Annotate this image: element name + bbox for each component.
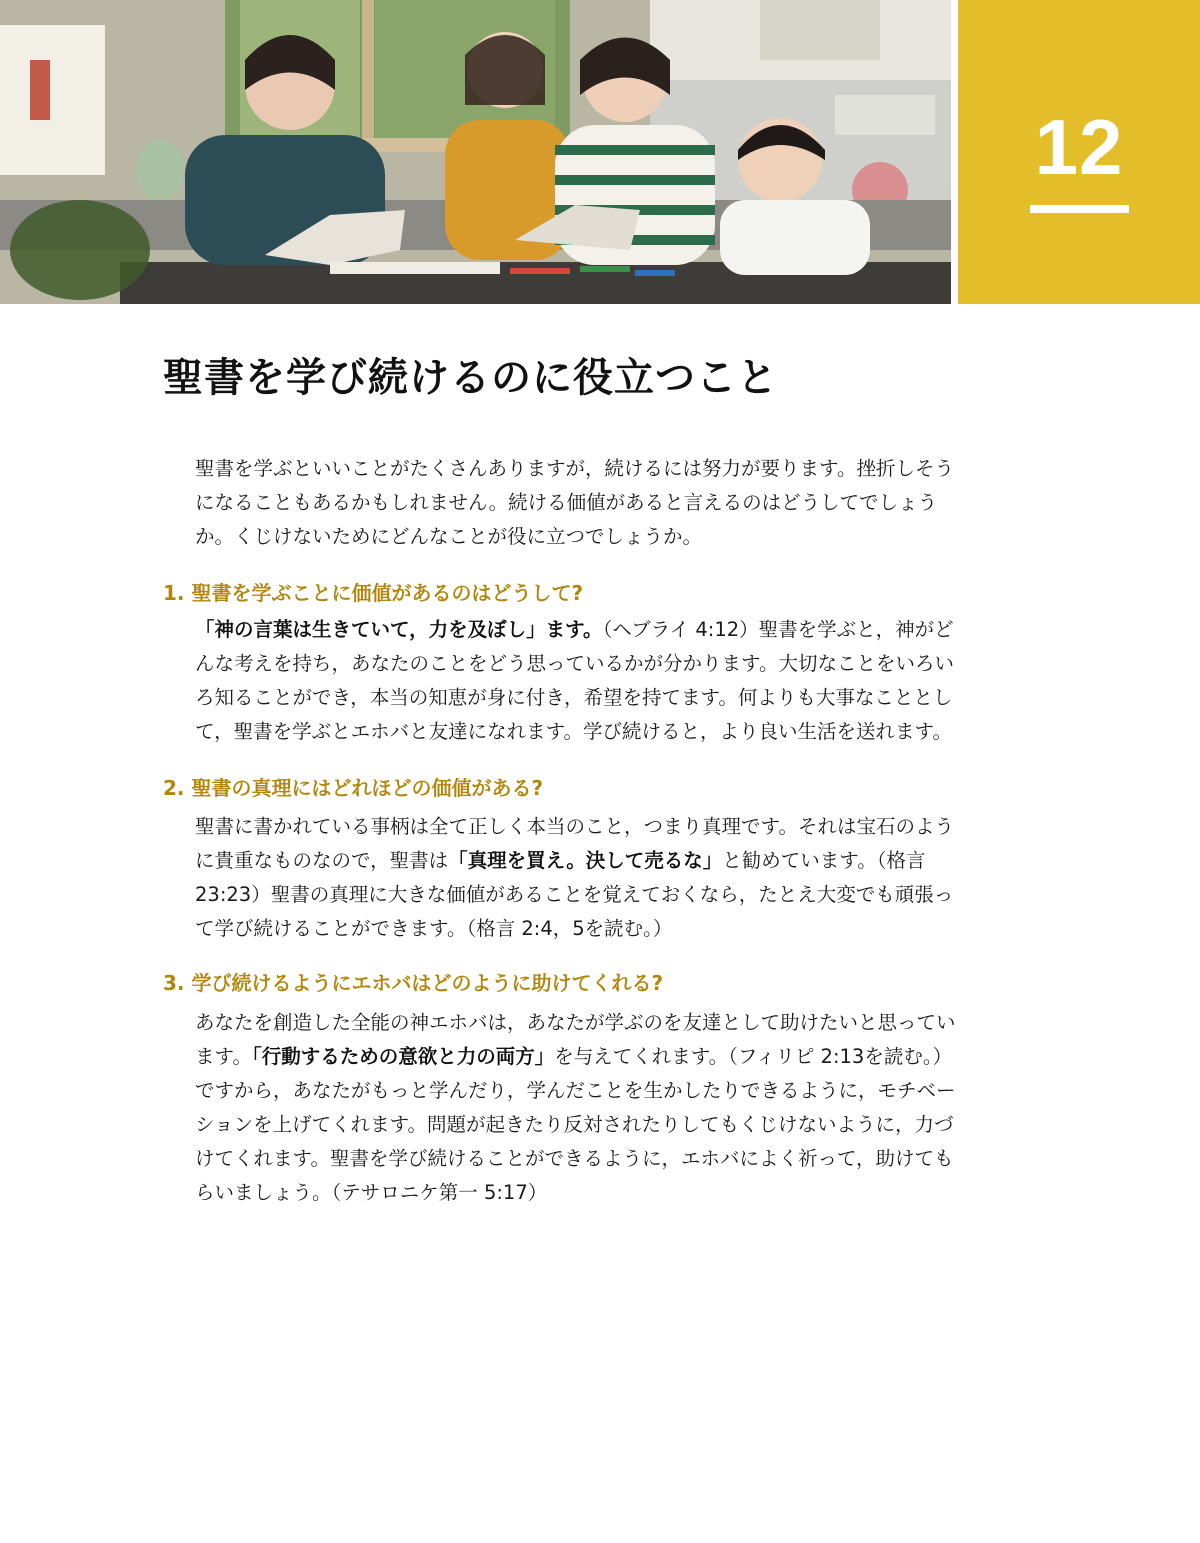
- chapter-badge: [958, 0, 1200, 304]
- page-title: 聖書を学び続けるのに役立つこと: [163, 355, 778, 401]
- header-photo: [0, 0, 951, 304]
- question-2: 2. 聖書の真理にはどれほどの価値がある?: [163, 776, 544, 800]
- question-1: 1. 聖書を学ぶことに価値があるのはどうして?: [163, 581, 584, 605]
- chapter-underline: [1030, 205, 1129, 213]
- answer-3-text-pre: あなたを創造した全能の神エホバは，あなたが学ぶのを友達として助けたいと思っています。: [195, 1011, 956, 1068]
- chapter-number: 12: [1034, 103, 1124, 191]
- intro-paragraph: 聖書を学ぶといいことがたくさんありますが，続けるには努力が要ります。挫折しそうになることもあるかもしれません。続ける価値があると言えるのはどうしてでしょうか。くじけないためにどんなことが役に立つでしょうか。: [195, 457, 954, 548]
- answer-3: [195, 1006, 957, 1210]
- answer-3-text-post: を与えてくれます。（フィリピ 2:13を読む。）ですから，あなたがもっと学んだり，学んだことを生かしたりできるように，モチベーションを上げてくれます。問題が起きたり反対されたりしてもくじけないように，力づけてくれます。聖書を学び続けることができるように，エホバによく祈って，助けてもらいましょう。（テサロニケ第一 5:17）: [195, 1045, 956, 1204]
- answer-2-emphasis: 「真理を買え。決して売るな」: [448, 849, 723, 872]
- answer-2: [195, 810, 957, 946]
- answer-3-emphasis: 「行動するための意欲と力の両方」: [251, 1045, 555, 1068]
- answer-1: [195, 613, 957, 749]
- answer-2-text-post: と勧めています。（格言 23:23）聖書の真理に大きな価値があることを覚えておくなら，たとえ大変でも頑張って学び続けることができます。（格言 2:4，5を読む。）: [195, 849, 954, 940]
- answer-2-text-pre: 聖書に書かれている事柄は全て正しく本当のこと，つまり真理です。それは宝石のように貴重なものなので，聖書は: [195, 815, 954, 872]
- answer-1-emphasis: 「神の言葉は生きていて，力を及ぼし」ます。: [195, 618, 603, 641]
- question-3: 3. 学び続けるようにエホバはどのように助けてくれる?: [163, 971, 664, 995]
- answer-1-text: （ヘブライ 4:12）聖書を学ぶと，神がどんな考えを持ち，あなたのことをどう思っているかが分かります。大切なことをいろいろ知ることができ，本当の知恵が身に付き，希望を持てます。何よりも大事なこととして，聖書を学ぶとエホバと友達になれます。学び続けると，より良い生活を送れます。: [195, 618, 954, 743]
